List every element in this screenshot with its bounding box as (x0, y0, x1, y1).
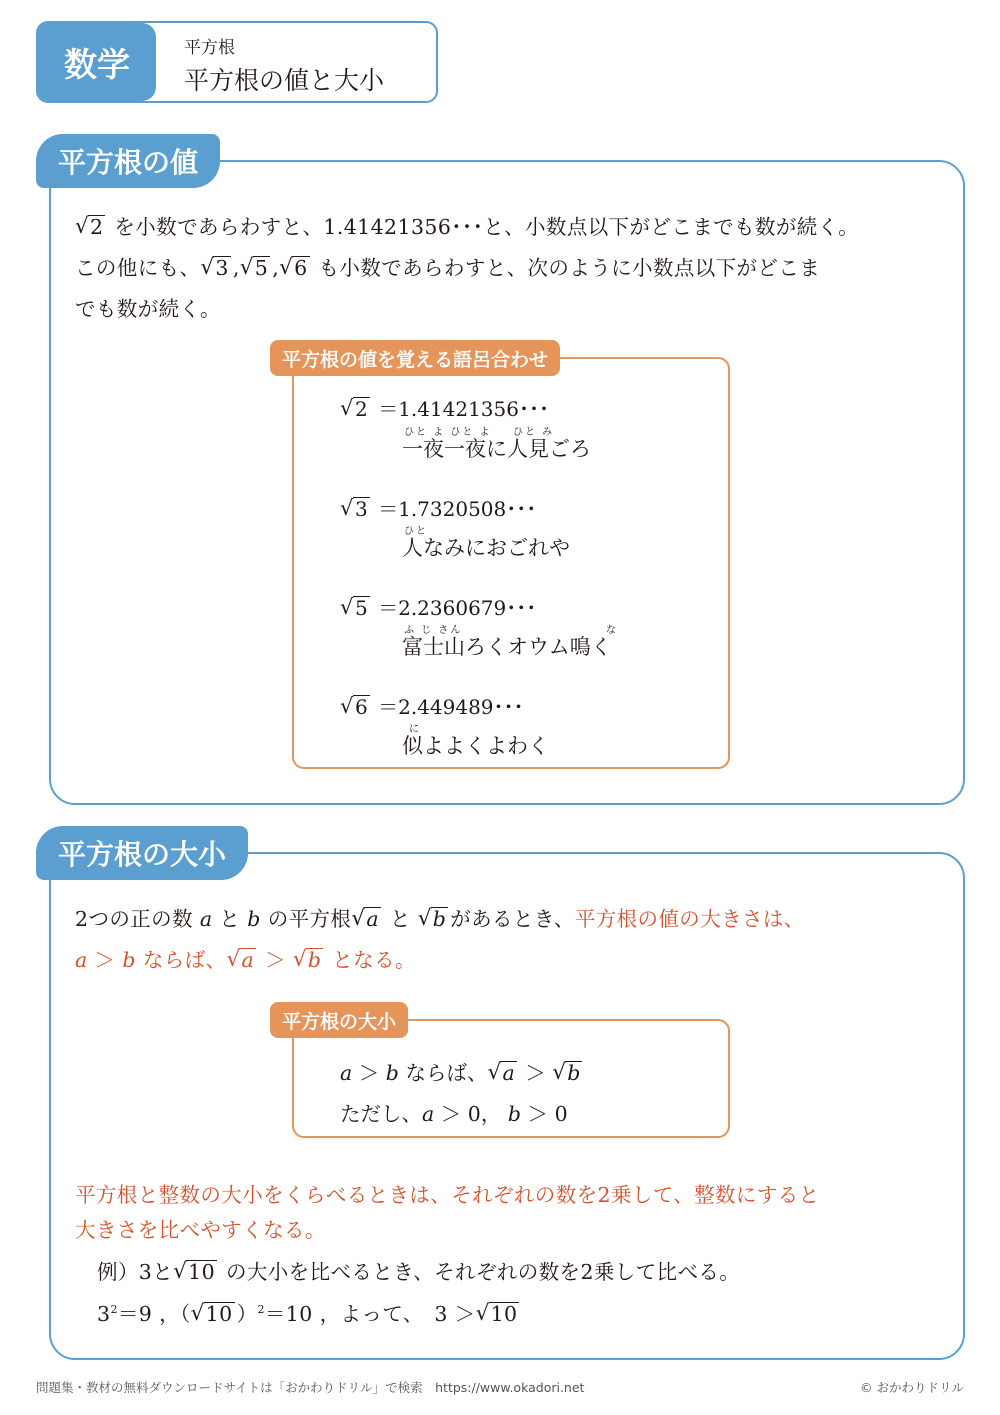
rule-line1: a ＞ b ならば、 √ a ＞ √ b (340, 1060, 581, 1085)
mnemonic-box-tag: 平方根の値を覚える語呂合わせ (270, 340, 560, 376)
ruby-text: ひと み (513, 427, 555, 438)
section-comparison-title: 平方根の大小 (36, 826, 248, 880)
section1-line3: でも数が続く。 (75, 297, 221, 321)
comparison-note-line1: 平方根と整数の大小をくらべるときは、それぞれの数を2乗して、整数にすると (75, 1183, 820, 1207)
ruby-text: ひと よ ひと よ (404, 427, 492, 438)
rule-box-tag: 平方根の大小 (270, 1002, 408, 1038)
ruby-text: ひと (404, 526, 428, 537)
goro-equation: √ 2 ＝1.41421356･･･ (340, 396, 549, 421)
goro-equation: √ 6 ＝2.449489･･･ (340, 694, 524, 719)
page-title: 平方根の値と大小 (184, 66, 385, 95)
section2-line2: a ＞ b ならば、 √ a ＞ √ b となる。 (75, 947, 416, 972)
section-values-title: 平方根の値 (36, 134, 220, 188)
ruby-text: ふ じ さん (404, 625, 463, 636)
subject-label: 数学 (38, 23, 156, 101)
goro-mnemonic: 人なみにおごれや (402, 536, 570, 560)
goro-equation: √ 3 ＝1.7320508･･･ (340, 496, 537, 521)
calculation-line: $3^2=9$ ，（ √ 10 ）$^2$＝10 ，よって、 3 ＞ √ 10 (97, 1301, 518, 1326)
comparison-note-line2: 大きさを比べやすくなる。 (75, 1218, 326, 1242)
sqrt-expression: √ 2 (75, 214, 104, 239)
ruby-text: に (409, 724, 421, 735)
unit-label: 平方根 (184, 38, 235, 58)
section2-line1: 2つの正の数 a と b の平方根 √ a と √ b があるとき、平方根の値の大きさは、 (75, 906, 805, 931)
rule-line2: ただし、a ＞ 0， b ＞ 0 (340, 1102, 568, 1126)
goro-equation: √ 5 ＝2.2360679･･･ (340, 595, 537, 620)
example-line: 例）3と √ 10 の大小を比べるとき、それぞれの数を2乗して比べる。 (97, 1259, 741, 1284)
header-tag (36, 21, 438, 103)
section1-line1: √ 2 を小数であらわすと、1.41421356･･･と、小数点以下がどこまでも数が続く。 (75, 214, 860, 239)
copyright: © おかわりドリル (860, 1380, 964, 1395)
goro-mnemonic: 富士山ろくオウム鳴く (402, 635, 612, 659)
ruby-text: な (606, 625, 618, 636)
footer-text: 問題集・教材の無料ダウンロードサイトは「おかわりドリル」で検索 https://www.okadori.net (36, 1380, 585, 1395)
section1-line2: この他にも、 √ 3 , √ 5 , √ 6 も小数であらわすと、次のように小数点以下がどこま (75, 255, 821, 280)
goro-mnemonic: 似よよくよわく (402, 734, 549, 758)
goro-mnemonic: 一夜一夜に人見ごろ (402, 437, 591, 461)
